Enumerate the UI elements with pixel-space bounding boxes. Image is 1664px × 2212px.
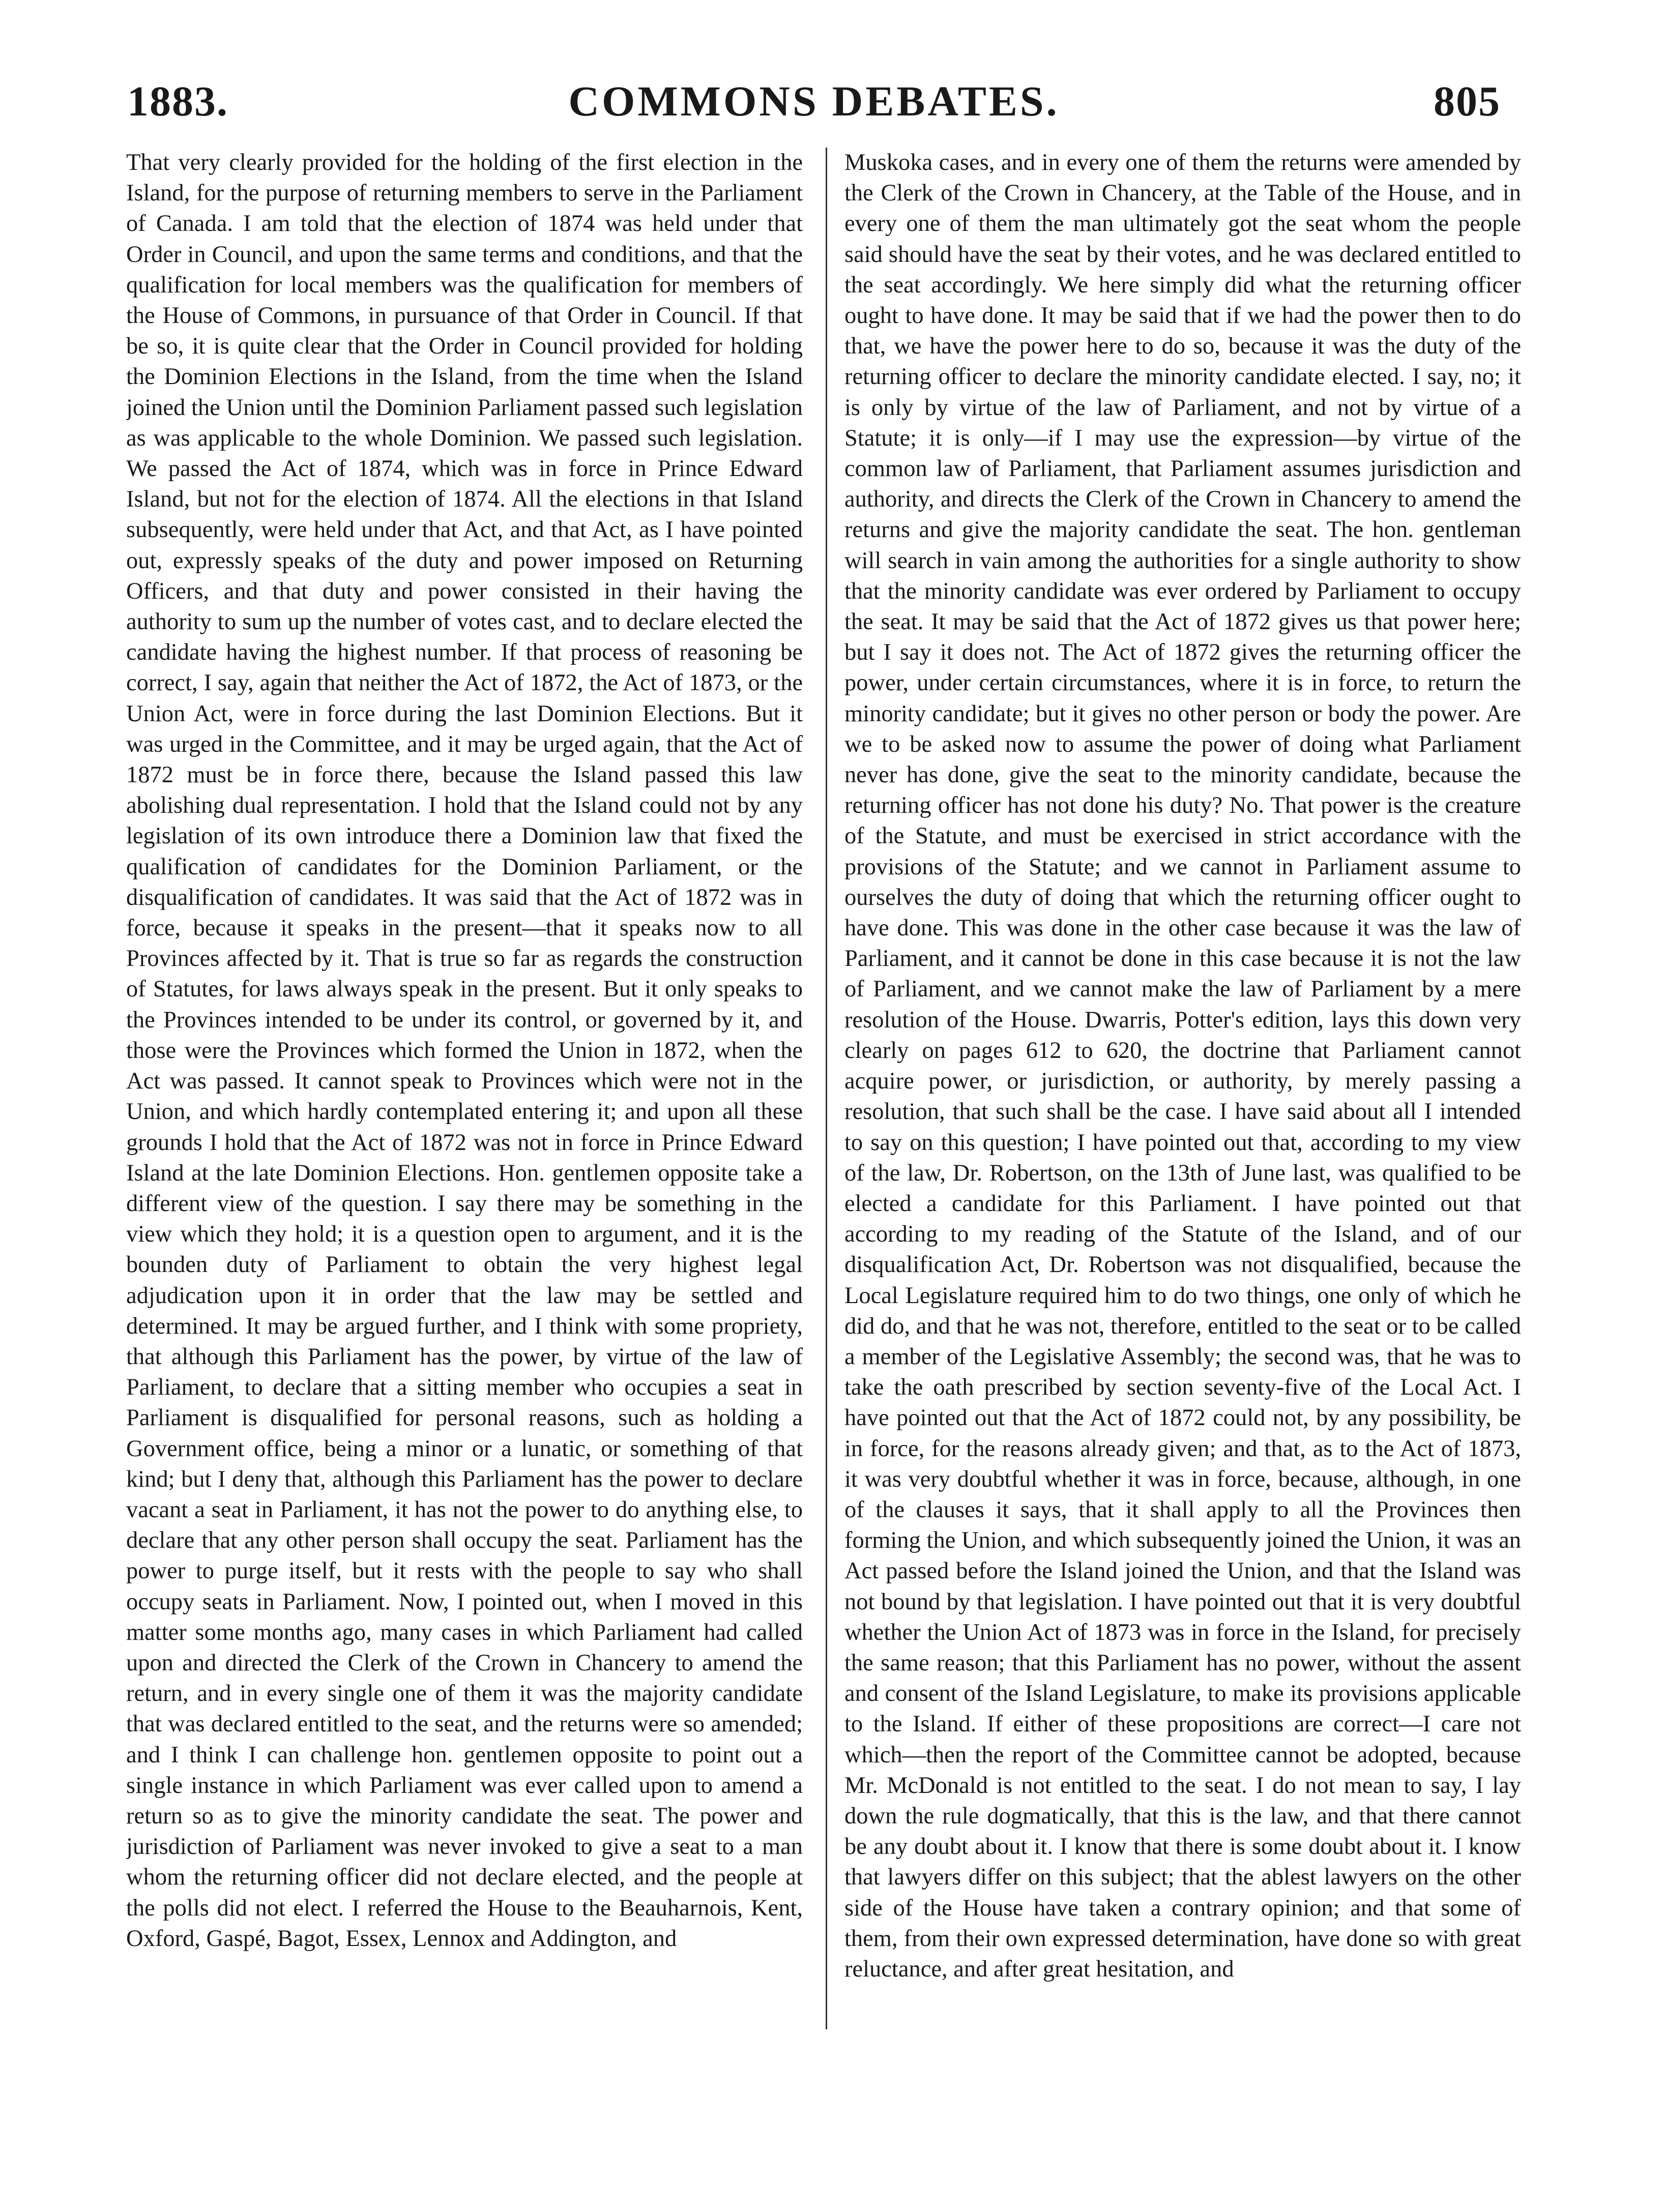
running-head xyxy=(127,76,1501,132)
header-title: COMMONS DEBATES. xyxy=(568,78,1060,125)
column-divider xyxy=(826,148,827,2029)
header-year: 1883. xyxy=(127,78,228,125)
right-column-text: Muskoka cases, and in every one of them the returns were amended by the Clerk of the Crown in Chancery, at the Table of the House, and in every one of them the man ultimately got the seat whom the people said should have the seat by their votes, and he was declared entitled to the seat accordingly. We here simply did what the returning officer ought to have done. It may be said that if we had the power then to do that, we have the power here to do so, because it was the duty of the returning officer to declare the minority candidate elected. I say, no; it is only by virtue of the law of Parliament, and not by virtue of a Statute; it is only—if I may use the expression—by virtue of the common law of Parliament, that Parliament assumes jurisdiction and authority, and directs the Clerk of the Crown in Chancery to amend the returns and give the majority candidate the seat. The hon. gentleman will search in vain among the authorities for a single authority to show that the minority candidate was ever ordered by Parliament to occupy the seat. It may be said that the Act of 1872 gives us that power here; but I say it does not. The Act of 1872 gives the returning officer the power, under certain circumstances, where it is in force, to return the minority candidate; but it gives no other person or body the power. Are we to be asked now to assume the power of doing what Parliament never has done, give the seat to the minority candidate, because the returning officer has not done his duty? No. That power is the creature of the Statute, and must be exercised in strict accordance with the provisions of the Statute; and we cannot in Parliament assume to ourselves the duty of doing that which the returning officer ought to have done. This was done in the other case because it was the law of Parliament, and it cannot be done in this case because it is not the law of Parliament, and we cannot make the law of Parliament by a mere resolution of the House. Dwarris, Potter's edition, lays this down very clearly on pages 612 to 620, the doctrine that Parliament cannot acquire power, or jurisdiction, or authority, by merely passing a resolution, that such shall be the case. I have said about all I intended to say on this question; I have pointed out that, according to my view of the law, Dr. Robertson, on the 13th of June last, was qualified to be elected a candidate for this Parliament. I have pointed out that according to my reading of the Statute of the Island, and of our disqualification Act, Dr. Robertson was not disqualified, because the Local Legislature required him to do two things, one only of which he did do, and that he was not, therefore, entitled to the seat or to be called a member of the Legislative Assembly; the second was, that he was to take the oath prescribed by section seventy-five of the Local Act. I have pointed out that the Act of 1872 could not, by any possibility, be in force, for the reasons already given; and that, as to the Act of 1873, it was very doubtful whether it was in force, because, although, in one of the clauses it says, that it shall apply to all the Provinces then forming the Union, and which subsequently joined the Union, it was an Act passed before the Island joined the Union, and that the Island was not bound by that legislation. I have pointed out that it is very doubtful whether the Union Act of 1873 was in force in the Island, for precisely the same reason; that this Parliament has no power, without the assent and consent of the Island Legislature, to make its provisions applicable to the Island. If either of these propositions are correct—I care not which—then the report of the Committee cannot be adopted, because Mr. McDonald is not entitled to the seat. I do not mean to say, I lay down the rule dogmatically, that this is the law, and that there cannot be any doubt about it. I know that there is some doubt about it. I know that lawyers differ on this subject; that the ablest lawyers on the other side of the House have taken a contrary opinion; and that some of them, from their own expressed determination, have done so with great reluctance, and after great hesitation, and xyxy=(844,150,1521,1982)
left-column-text: That very clearly provided for the holding of the first election in the Island, for the purpose of returning members to serve in the Parliament of Canada. I am told that the election of 1874 was held under that Order in Council, and upon the same terms and conditions, and that the qualification for local members was the qualification for members of the House of Commons, in pursuance of that Order in Council. If that be so, it is quite clear that the Order in Council provided for holding the Dominion Elections in the Island, from the time when the Island joined the Union until the Dominion Parliament passed such legislation as was applicable to the whole Dominion. We passed such legislation. We passed the Act of 1874, which was in force in Prince Edward Island, but not for the election of 1874. All the elections in that Island subsequently, were held under that Act, and that Act, as I have pointed out, expressly speaks of the duty and power imposed on Returning Officers, and that duty and power consisted in their having the authority to sum up the number of votes cast, and to declare elected the candidate having the highest number. If that process of reasoning be correct, I say, again that neither the Act of 1872, the Act of 1873, or the Union Act, were in force during the last Dominion Elections. But it was urged in the Committee, and it may be urged again, that the Act of 1872 must be in force there, because the Island passed this law abolishing dual representation. I hold that the Island could not by any legislation of its own introduce there a Dominion law that fixed the qualification of candidates for the Dominion Parliament, or the disqualification of candidates. It was said that the Act of 1872 was in force, because it speaks in the present—that it speaks now to all Provinces affected by it. That is true so far as regards the construction of Statutes, for laws always speak in the present. But it only speaks to the Provinces intended to be under its control, or governed by it, and those were the Provinces which formed the Union in 1872, when the Act was passed. It cannot speak to Provinces which were not in the Union, and which hardly contemplated entering it; and upon all these grounds I hold that the Act of 1872 was not in force in Prince Edward Island at the late Dominion Elections. Hon. gentlemen opposite take a different view of the question. I say there may be something in the view which they hold; it is a question open to argument, and it is the bounden duty of Parliament to obtain the very highest legal adjudication upon it in order that the law may be settled and determined. It may be argued further, and I think with some propriety, that although this Parliament has the power, by virtue of the law of Parliament, to declare that a sitting member who occupies a seat in Parliament is disqualified for personal reasons, such as holding a Government office, being a minor or a lunatic, or something of that kind; but I deny that, although this Parliament has the power to declare vacant a seat in Parliament, it has not the power to do anything else, to declare that any other person shall occupy the seat. Parliament has the power to purge itself, but it rests with the people to say who shall occupy seats in Parliament. Now, I pointed out, when I moved in this matter some months ago, many cases in which Parliament had called upon and directed the Clerk of the Crown in Chancery to amend the return, and in every single one of them it was the majority candidate that was declared entitled to the seat, and the returns were so amended; and I think I can challenge hon. gentlemen opposite to point out a single instance in which Parliament was ever called upon to amend a return so as to give the minority candidate the seat. The power and jurisdiction of Parliament was never invoked to give a seat to a man whom the returning officer did not declare elected, and the people at the polls did not elect. I referred the House to the Beauharnois, Kent, Oxford, Gaspé, Bagot, Essex, Lennox and Addington, and xyxy=(126,150,803,1952)
left-column xyxy=(126,148,803,2131)
header-page-number: 805 xyxy=(1434,78,1501,125)
right-column xyxy=(844,148,1521,2131)
